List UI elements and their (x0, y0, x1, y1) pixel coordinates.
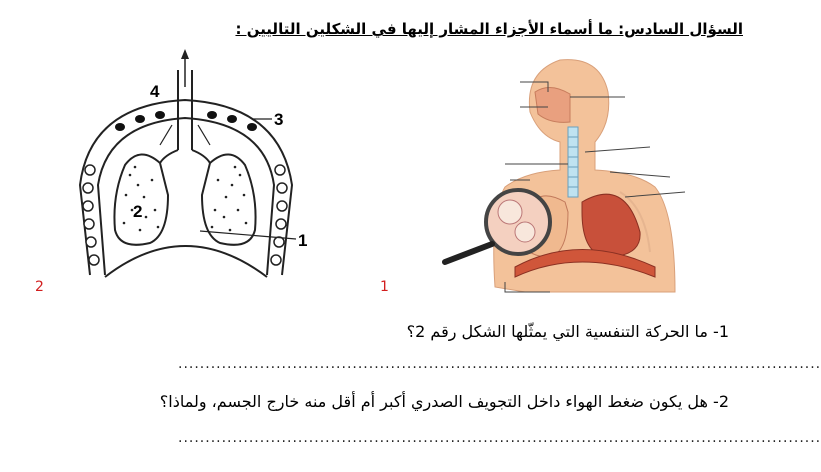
question-heading: السؤال السادس: ما أسماء الأجزاء المشار إليها في الشكلين التاليين : (235, 20, 743, 38)
figure-2-number: 2 (35, 279, 44, 295)
answer-line-1[interactable]: ...................................................................................................................... (178, 356, 821, 372)
answer-line-2[interactable]: ...................................................................................................................... (178, 430, 821, 446)
part-label-1: 1 (298, 231, 308, 250)
figure-1-number: 1 (380, 279, 389, 295)
part-label-2: 2 (133, 202, 143, 221)
lungs-diagram (60, 45, 330, 295)
question-1: 1- ما الحركة التنفسية التي يمثّلها الشكل رقم 2؟ (406, 322, 729, 341)
part-label-3: 3 (274, 110, 284, 129)
question-2: 2- هل يكون ضغط الهواء داخل التجويف الصدري أكبر أم أقل منه خارج الجسم، ولماذا؟ (159, 392, 729, 411)
part-label-4: 4 (150, 82, 160, 101)
respiratory-system-diagram (430, 52, 695, 297)
